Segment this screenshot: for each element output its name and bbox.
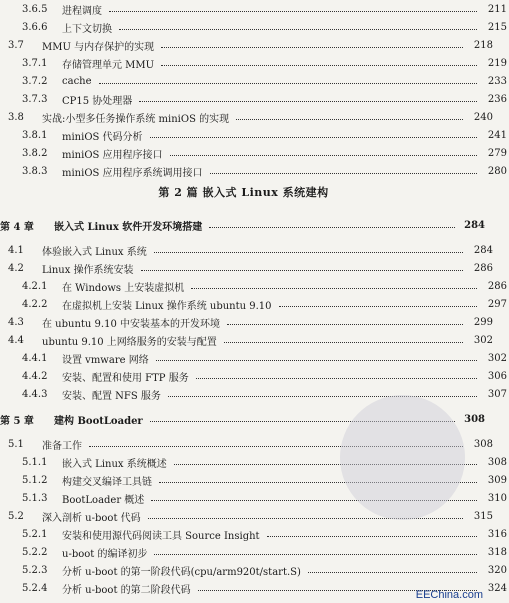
toc-entry-number: 3.7.3 (22, 93, 48, 105)
toc-entry-page: 297 (487, 298, 507, 310)
toc-entry-number: 4.2.1 (22, 280, 48, 292)
leader-dots (236, 118, 463, 120)
toc-entry-page: 302 (473, 334, 493, 346)
toc-entry-row (0, 92, 509, 106)
toc-entry-page: 308 (473, 438, 493, 450)
toc-entry-number: 5.2.4 (22, 582, 48, 594)
toc-entry-title: 构建交叉编译工具链 (62, 476, 152, 488)
toc-entry-row (0, 38, 495, 52)
toc-entry-title: u-boot 的编译初步 (62, 548, 148, 560)
toc-entry-title: 嵌入式 Linux 软件开发环境搭建 (54, 221, 203, 233)
toc-entry-title: miniOS 应用程序系统调用接口 (62, 167, 203, 179)
leader-dots (168, 395, 477, 397)
toc-entry-number: 5.1.3 (22, 492, 48, 504)
toc-entry-row (0, 333, 495, 347)
toc-entry-number: 第 4 章 (0, 221, 34, 233)
leader-dots (196, 377, 477, 379)
toc-entry-row (0, 387, 509, 401)
toc-entry-number: 3.8 (8, 111, 24, 123)
footer-watermark: EEChina.com (415, 589, 483, 601)
toc-entry-page: 219 (487, 57, 507, 69)
toc-entry-page: 302 (487, 352, 507, 364)
toc-entry-number: 3.6.5 (22, 3, 48, 15)
toc-entry-row (0, 74, 509, 88)
toc-entry-row (0, 20, 509, 34)
toc-entry-row (0, 261, 495, 275)
leader-dots (170, 154, 477, 156)
toc-entry-number: 3.7 (8, 39, 24, 51)
toc-entry-title: 体验嵌入式 Linux 系统 (42, 246, 147, 258)
leader-dots (150, 136, 477, 138)
toc-entry-page: 306 (487, 370, 507, 382)
toc-entry-title: 在 Windows 上安装虚拟机 (62, 282, 185, 294)
toc-entry-number: 第 5 章 (0, 415, 34, 427)
toc-entry-number: 4.4 (8, 334, 24, 346)
toc-entry-number: 4.4.1 (22, 352, 48, 364)
toc-entry-title: miniOS 应用程序接口 (62, 149, 163, 161)
toc-entry-page: 241 (487, 129, 507, 141)
part-heading: 第 2 篇 嵌入式 Linux 系统建构 (158, 186, 329, 199)
toc-entry-page: 308 (464, 413, 485, 425)
leader-dots (224, 341, 463, 343)
toc-entry-page: 215 (487, 21, 507, 33)
toc-entry-page: 211 (487, 3, 507, 15)
toc-entry-number: 3.7.2 (22, 75, 48, 87)
toc-entry-number: 3.8.1 (22, 129, 48, 141)
toc-entry-number: 5.1.2 (22, 474, 48, 486)
toc-entry-page: 324 (487, 582, 507, 594)
leader-dots (109, 10, 477, 12)
toc-entry-title: 嵌入式 Linux 系统概述 (62, 458, 167, 470)
toc-entry-number: 3.6.6 (22, 21, 48, 33)
toc-entry-row (0, 297, 509, 311)
toc-entry-title: ubuntu 9.10 上网络服务的安装与配置 (42, 336, 217, 348)
toc-entry-title: 设置 vmware 网络 (62, 354, 149, 366)
toc-entry-page: 280 (487, 165, 507, 177)
toc-entry-page: 279 (487, 147, 507, 159)
toc-entry-number: 5.2.1 (22, 528, 48, 540)
toc-entry-page: 286 (487, 280, 507, 292)
toc-entry-title: 上下文切换 (62, 23, 112, 35)
toc-entry-row (0, 545, 509, 559)
toc-entry-row (0, 279, 509, 293)
toc-entry-row (0, 563, 509, 577)
toc-entry-page: 284 (473, 244, 493, 256)
toc-entry-title: 安装、配置 NFS 服务 (62, 390, 161, 402)
toc-entry-page: 286 (473, 262, 493, 274)
leader-dots (191, 287, 477, 289)
toc-entry-number: 5.2.3 (22, 564, 48, 576)
toc-entry-number: 3.8.2 (22, 147, 48, 159)
leader-dots (156, 359, 477, 361)
toc-entry-number: 4.2.2 (22, 298, 48, 310)
toc-entry-title: 准备工作 (42, 440, 82, 452)
toc-entry-row (0, 56, 509, 70)
toc-entry-page: 299 (473, 316, 493, 328)
toc-entry-page: 218 (473, 39, 493, 51)
leader-dots (210, 172, 477, 174)
toc-entry-number: 4.4.2 (22, 370, 48, 382)
leader-dots (141, 269, 463, 271)
toc-entry-page: 308 (487, 456, 507, 468)
toc-entry-title: 进程调度 (62, 5, 102, 17)
toc-entry-page: 309 (487, 474, 507, 486)
toc-entry-page: 316 (487, 528, 507, 540)
toc-entry-row (0, 527, 509, 541)
toc-entry-title: 建构 BootLoader (54, 415, 143, 427)
leader-dots (279, 305, 477, 307)
leader-dots (154, 251, 463, 253)
leader-dots (209, 226, 455, 228)
toc-entry-row (0, 164, 509, 178)
toc-entry-page: 320 (487, 564, 507, 576)
toc-entry-page: 236 (487, 93, 507, 105)
toc-entry-title: 深入剖析 u-boot 代码 (42, 512, 141, 524)
toc-entry-number: 4.1 (8, 244, 24, 256)
leader-dots (139, 100, 477, 102)
toc-entry-title: 在 ubuntu 9.10 中安装基本的开发环境 (42, 318, 220, 330)
toc-entry-number: 5.2 (8, 510, 24, 522)
toc-entry-number: 4.3 (8, 316, 24, 328)
leader-dots (161, 64, 477, 66)
toc-entry-title: CP15 协处理器 (62, 95, 133, 107)
toc-entry-page: 240 (473, 111, 493, 123)
toc-entry-title: MMU 与内存保护的实现 (42, 41, 155, 53)
toc-entry-row (0, 315, 495, 329)
toc-entry-row (0, 243, 495, 257)
toc-entry-title: 实战:小型多任务操作系统 miniOS 的实现 (42, 113, 230, 125)
leader-dots (154, 553, 477, 555)
toc-entry-row (0, 128, 509, 142)
toc-entry-page: 284 (464, 219, 485, 231)
toc-entry-number: 5.2.2 (22, 546, 48, 558)
leader-dots (119, 28, 477, 30)
toc-entry-title: 安装、配置和使用 FTP 服务 (62, 372, 189, 384)
toc-entry-row (0, 2, 509, 16)
leader-dots (267, 535, 477, 537)
toc-entry-title: cache (62, 75, 92, 87)
toc-entry-title: 在虚拟机上安装 Linux 操作系统 ubuntu 9.10 (62, 300, 272, 312)
toc-entry-number: 3.8.3 (22, 165, 48, 177)
toc-entry-page: 310 (487, 492, 507, 504)
toc-entry-row (0, 110, 495, 124)
toc-entry-number: 4.4.3 (22, 388, 48, 400)
toc-entry-title: Linux 操作系统安装 (42, 264, 134, 276)
toc-entry-title: 分析 u-boot 的第一阶段代码(cpu/arm920t/start.S) (62, 566, 301, 578)
leader-dots (227, 323, 463, 325)
toc-entry-row (0, 369, 509, 383)
toc-entry-page: 318 (487, 546, 507, 558)
toc-entry-title: 分析 u-boot 的第二阶段代码 (62, 584, 191, 596)
toc-entry-page: 315 (473, 510, 493, 522)
toc-entry-title: 安装和使用源代码阅读工具 Source Insight (62, 530, 260, 542)
leader-dots (308, 571, 477, 573)
toc-entry-page: 307 (487, 388, 507, 400)
toc-entry-row (0, 146, 509, 160)
toc-entry-number: 5.1.1 (22, 456, 48, 468)
toc-entry-title: BootLoader 概述 (62, 494, 145, 506)
toc-entry-number: 4.2 (8, 262, 24, 274)
toc-entry-title: 存储管理单元 MMU (62, 59, 155, 71)
toc-entry-title: miniOS 代码分析 (62, 131, 143, 143)
toc-entry-row (0, 351, 509, 365)
toc-entry-page: 233 (487, 75, 507, 87)
toc-entry-number: 5.1 (8, 438, 24, 450)
toc-entry-number: 3.7.1 (22, 57, 48, 69)
leader-dots (99, 82, 477, 84)
toc-chapter-row (0, 218, 487, 232)
leader-dots (161, 46, 463, 48)
